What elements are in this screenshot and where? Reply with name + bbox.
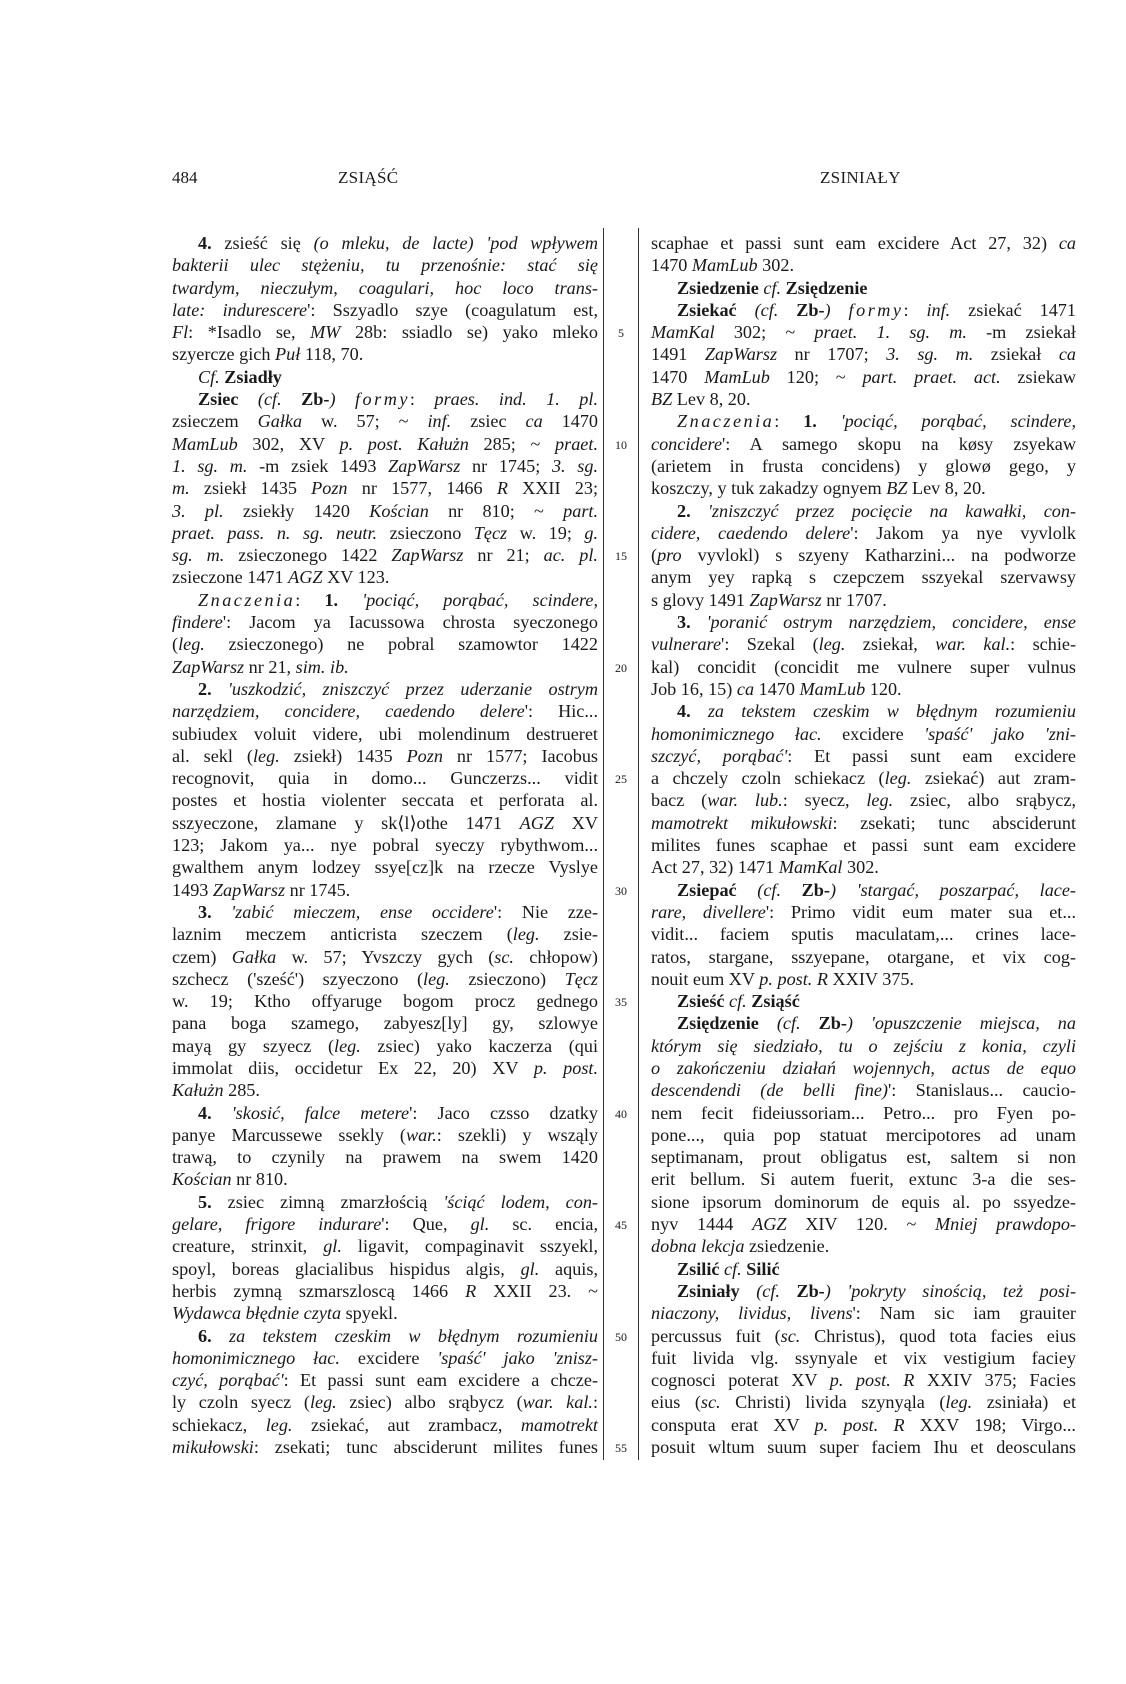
text-line: rare, divellere': Primo vidit eum mater sua et... [651, 901, 1076, 922]
text-line: czem) Gałka w. 57; Yvszczy gych (sc. chłopow) [172, 946, 598, 967]
text-line: BZ Lev 8, 20. [651, 389, 751, 410]
text-line: szyercze gich Puł 118, 70. [172, 344, 364, 365]
text-line: (leg. zsieczonego) ne pobral szamowtor 1422 [172, 634, 598, 655]
text-line: al. sekl (leg. zsiekł) 1435 Pozn nr 1577; Iacobus [172, 745, 599, 766]
text-line: czyć, porąbać': Et passi sunt eam excidere a chcze- [172, 1370, 598, 1391]
text-line: (arietem in frusta concidens) y glowø gego, y [651, 455, 1076, 476]
text-line: eius (sc. Christi) livida szynyąla (leg. zsiniała) et [651, 1392, 1077, 1413]
text-line: laznim meczem anticrista szeczem (leg. zsie- [172, 924, 598, 945]
text-line: postes et hostia violenter seccata et perforata al. [172, 790, 598, 811]
line-number: 10 [615, 437, 627, 452]
text-line: mayą gy szyecz (leg. zsiec) yako kaczerza (qui [172, 1035, 598, 1056]
running-head-right: ZSINIAŁY [820, 168, 901, 187]
text-line: gelare, frigore indurare': Que, gl. sc. encia, [172, 1214, 598, 1235]
text-line: Zsiekać (cf. Zb-) formy: inf. zsiekać 1471 [677, 299, 1076, 320]
text-line: Zsiędzenie (cf. Zb-) 'opuszczenie miejsca, na [677, 1013, 1076, 1034]
text-line: 4. 'skosić, falce metere': Jaco czsso dzatky [198, 1102, 598, 1123]
text-line: bacz (war. lub.: syecz, leg. zsiec, albo srąbycz, [651, 790, 1076, 811]
text-line: anym yey rapką s czepczem sszyekal szervawsy [651, 567, 1076, 588]
text-line: kal) concidit (concidit me vulnere super vulnus [651, 656, 1076, 677]
text-line: erit bellum. Si autem fuerit, extunc 3-a die ses- [651, 1169, 1076, 1190]
line-number: 20 [615, 660, 627, 675]
text-line: mamotrekt mikułowski: zsekati; tunc absciderunt [651, 812, 1077, 833]
text-line: Wydawca błędnie czyta spyekl. [172, 1303, 398, 1324]
text-line: ZapWarsz nr 21, sim. ib. [172, 656, 349, 677]
text-line: Cf. Zsiadły [198, 366, 282, 387]
text-line: dobna lekcja zsiedzenie. [651, 1236, 830, 1257]
text-line: Znaczenia: 1. 'pociąć, porąbać, scindere, [677, 411, 1076, 432]
column-divider-right [638, 228, 639, 1460]
text-line: 1493 ZapWarsz nr 1745. [172, 879, 351, 900]
text-line: (pro vyvlokl) s szyeny Katharzini... na podworze [651, 545, 1076, 566]
text-line: 4. za tekstem czeskim w błędnym rozumieniu [677, 701, 1077, 722]
text-line: w. 19; Ktho offyaruge bogom procz gednego [172, 991, 598, 1012]
text-line: którym się siedziało, tu o zejściu z konia, czyli [651, 1035, 1076, 1056]
text-line: MamKal 302; ~ praet. 1. sg. m. -m zsiekał [651, 322, 1076, 343]
text-line: bakterii ulec stężeniu, tu przenośnie: stać się [172, 255, 598, 276]
page-number: 484 [172, 168, 198, 187]
text-line: Zsiniały (cf. Zb-) 'pokryty sinością, też posi- [677, 1280, 1077, 1301]
text-line: panye Marcussewe ssekly (war.: szekli) y wsząly [172, 1124, 598, 1145]
text-line: 1. sg. m. -m zsiek 1493 ZapWarsz nr 1745; 3. sg. [172, 455, 598, 476]
text-line: fuit livida vlg. ssynyale et vix vestigium faciey [651, 1347, 1076, 1368]
text-line: praet. pass. n. sg. neutr. zsieczono Tęcz w. 19; g. [172, 522, 599, 543]
text-line: koszczy, y tuk zakadzy ognyem BZ Lev 8, 20. [651, 478, 986, 499]
line-number: 5 [618, 326, 624, 341]
text-line: sione ipsorum dominorum de equis al. po ssyedze- [651, 1191, 1076, 1212]
text-line: posuit wltum suum super faciem Ihu et deosculans [651, 1437, 1076, 1458]
text-line: ratos, stargane, sszyepane, otargane, et vix cog- [651, 946, 1076, 967]
text-line: 4. zsieść się (o mleku, de lacte) 'pod wpływem [198, 233, 598, 253]
text-line: zsieczone 1471 AGZ XV 123. [172, 567, 390, 588]
text-line: szchecz ('sześć') szyeczono (leg. zsieczono) Tęcz [172, 968, 598, 989]
text-line: s glovy 1491 ZapWarsz nr 1707. [651, 589, 887, 610]
text-line: ly czoln syecz (leg. zsiec) albo srąbycz (war. kal.: [172, 1392, 598, 1413]
text-line: sszyeczone, zlamane y sk⟨l⟩othe 1471 AGZ XV [172, 812, 598, 833]
text-line: m. zsiekł 1435 Pozn nr 1577, 1466 R XXII 23; [172, 478, 599, 499]
text-line: o zakończeniu działań wojennych, actus de equo [651, 1057, 1076, 1078]
text-line: late: indurescere': Sszyadlo szye (coagulatum est, [172, 299, 598, 320]
text-line: Zsieść cf. Zsiąść [677, 991, 800, 1012]
text-line: pone..., quia pop statuat mercipotores ad unam [651, 1124, 1076, 1145]
text-line: 1491 ZapWarsz nr 1707; 3. sg. m. zsiekał ca [651, 344, 1076, 365]
text-line: zsieczem Gałka w. 57; ~ inf. zsiec ca 1470 [172, 411, 599, 432]
line-number: 55 [615, 1441, 627, 1456]
text-line: pana boga szamego, zabyesz[ly] gy, szlowye [172, 1013, 598, 1034]
text-line: Zsiepać (cf. Zb-) 'stargać, poszarpać, lace- [677, 879, 1076, 900]
line-number: 45 [615, 1218, 627, 1233]
text-line: cidere, caedendo delere': Jakom ya nye vyvlolk [651, 522, 1076, 543]
text-line: creature, strinxit, gl. ligavit, compaginavit sszyekl, [172, 1236, 598, 1257]
text-line: milites funes scaphae et passi sunt eam excidere [651, 835, 1076, 856]
text-line: Zsiec (cf. Zb-) formy: praes. ind. 1. pl. [198, 389, 598, 410]
text-line: 3. 'zabić mieczem, ense occidere': Nie zze- [198, 901, 598, 922]
running-head-left: ZSIĄŚĆ [338, 168, 399, 187]
text-line: 2. 'zniszczyć przez pocięcie na kawałki, con- [677, 500, 1077, 521]
text-line: vulnerare': Szekal (leg. zsiekał, war. kal.: schie- [651, 634, 1076, 655]
text-line: subiudex voluit videre, ubi molendinum destrueret [172, 723, 598, 744]
text-line: Zsilić cf. Silić [677, 1258, 780, 1279]
text-line: 1470 MamLub 302. [651, 255, 794, 276]
text-line: herbis zymną szmarszloscą 1466 R XXII 23. ~ [172, 1280, 598, 1301]
text-line: 123; Jakom ya... nye pobral syeczy rybythwom... [172, 835, 598, 856]
text-line: Fl: *Isadlo se, MW 28b: ssiadlo se) yako mleko [172, 322, 598, 343]
text-line: MamLub 302, XV p. post. Kałużn 285; ~ praet. [172, 433, 598, 454]
text-line: 3. pl. zsiekły 1420 Kościan nr 810; ~ part. [172, 500, 598, 521]
line-number: 30 [615, 883, 627, 898]
text-line: 5. zsiec zimną zmarzłością 'ściąć lodem, con- [198, 1191, 598, 1212]
text-line: 2. 'uszkodzić, zniszczyć przez uderzanie ostrym [198, 678, 599, 699]
text-line: homonimicznego łac. excidere 'spaść' jako 'znisz- [172, 1347, 598, 1368]
text-line: Kałużn 285. [172, 1080, 260, 1101]
line-number: 35 [615, 995, 627, 1010]
text-line: spoyl, boreas glacialibus hispidus algis, gl. aquis, [172, 1258, 598, 1279]
text-line: schiekacz, leg. zsiekać, aut zrambacz, mamotrekt [172, 1414, 598, 1435]
text-line: Job 16, 15) ca 1470 MamLub 120. [651, 678, 902, 699]
text-line: niaczony, lividus, livens': Nam sic iam grauiter [651, 1303, 1076, 1324]
text-line: percussus fuit (sc. Christus), quod tota facies eius [651, 1325, 1077, 1346]
text-line: Zsiedzenie cf. Zsiędzenie [677, 277, 868, 298]
text-line: septimanam, prout obligatus est, saltem si non [651, 1147, 1076, 1168]
text-line: descendendi (de belli fine)': Stanislaus... caucio- [651, 1080, 1076, 1101]
text-line: homonimicznego łac. excidere 'spaść' jako 'zni- [651, 723, 1076, 744]
text-line: nem fecit fideiussoriam... Petro... pro Fyen po- [651, 1102, 1076, 1123]
line-number: 40 [615, 1106, 627, 1121]
text-line: vidit... faciem sputis maculatam,... crines lace- [651, 924, 1076, 945]
text-line: nyv 1444 AGZ XIV 120. ~ Mniej prawdopo- [651, 1214, 1077, 1235]
text-line: consputa erat XV p. post. R XXV 198; Virgo... [651, 1414, 1076, 1435]
text-line: immolat diis, occidetur Ex 22, 20) XV p. post. [172, 1057, 598, 1078]
text-line: Znaczenia: 1. 'pociąć, porąbać, scindere, [198, 589, 598, 610]
text-line: 1470 MamLub 120; ~ part. praet. act. zsiekaw [651, 366, 1077, 387]
line-number: 50 [615, 1329, 627, 1344]
text-line: Kościan nr 810. [172, 1169, 288, 1190]
text-line: Act 27, 32) 1471 MamKal 302. [651, 857, 879, 878]
text-line: sg. m. zsieczonego 1422 ZapWarsz nr 21; ac. pl. [172, 545, 598, 566]
text-line: twardym, nieczułym, coagulari, hoc loco trans- [172, 277, 598, 298]
right-column [651, 232, 1076, 1458]
text-line: findere': Jacom ya Iacussowa chrosta syeczonego [172, 612, 598, 633]
text-line: narzędziem, concidere, caedendo delere': Hic... [172, 701, 599, 722]
text-line: trawą, to czynily na prawem na swem 1420 [172, 1147, 598, 1168]
text-line: szczyć, porąbać': Et passi sunt eam excidere [651, 745, 1076, 766]
text-line: mikułowski: zsekati; tunc absciderunt milites funes [172, 1437, 598, 1458]
text-line: concidere': A samego skopu na køsy zsyekaw [651, 433, 1076, 454]
column-divider-left [603, 228, 604, 1460]
text-line: gwalthem anym lodzey ssye[cz]k na rzecze Vyslye [172, 857, 598, 878]
text-line: 3. 'poranić ostrym narzędziem, concidere, ense [677, 612, 1077, 633]
text-line: cognosci poterat XV p. post. R XXIV 375; Facies [651, 1370, 1076, 1391]
text-line: 6. za tekstem czeskim w błędnym rozumieniu [198, 1325, 599, 1346]
line-number: 25 [615, 772, 627, 787]
text-line: scaphae et passi sunt eam excidere Act 27, 32) ca [651, 233, 1076, 253]
line-number: 15 [615, 549, 627, 564]
text-line: nouit eum XV p. post. R XXIV 375. [651, 968, 915, 989]
text-line: recognovit, quia in domo... Gunczerzs... vidit [172, 768, 598, 789]
text-line: a chczely czoln schiekacz (leg. zsiekać) aut zram- [651, 768, 1076, 789]
left-column [172, 232, 598, 1458]
